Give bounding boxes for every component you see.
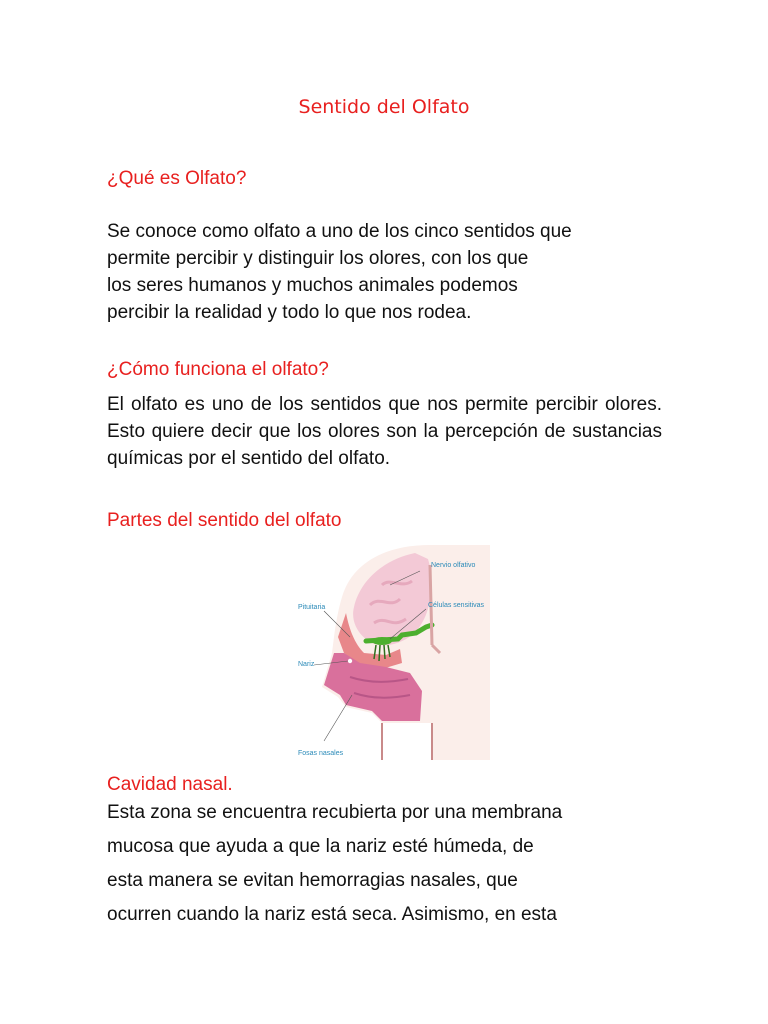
nose-marker <box>348 659 352 663</box>
olfactory-bulb <box>372 637 392 645</box>
paragraph-cavidad-nasal <box>107 796 662 932</box>
text-line: Se conoce como olfato a uno de los cinco sentidos que <box>107 221 572 242</box>
label-fosas-nasales: Fosas nasales <box>298 750 344 757</box>
heading-que-es-olfato: ¿Qué es Olfato? <box>107 168 247 189</box>
label-nariz: Nariz <box>298 661 315 668</box>
heading-como-funciona: ¿Cómo funciona el olfato? <box>107 359 329 380</box>
text-line: esta manera se evitan hemorragias nasales, que <box>107 870 518 891</box>
label-nervio-olfativo: Nervio olfativo <box>431 562 476 569</box>
paragraph-funcionamiento: El olfato es uno de los sentidos que nos permite percibir olores. Esto quiere decir que los olores son la percepción de sustancias químicas por el sentido del olfato. <box>107 394 662 469</box>
text-line: permite percibir y distinguir los olores, con los que <box>107 248 529 269</box>
text-line: percibir la realidad y todo lo que nos rodea. <box>107 302 472 323</box>
text-line: Esta zona se encuentra recubierta por una membrana <box>107 802 563 823</box>
text-line: mucosa que ayuda a que la nariz esté húmeda, de <box>107 836 534 857</box>
page-title: Sentido del Olfato <box>298 96 470 118</box>
heading-cavidad-nasal: Cavidad nasal. <box>107 774 233 795</box>
heading-partes: Partes del sentido del olfato <box>107 510 342 531</box>
text-line: ocurren cuando la nariz está seca. Asimismo, en esta <box>107 904 557 925</box>
label-celulas-sensitivas: Células sensitivas <box>428 602 485 609</box>
label-pituitaria: Pituitaria <box>298 604 326 611</box>
nose-anatomy-diagram <box>290 545 490 760</box>
text-line: los seres humanos y muchos animales podemos <box>107 275 518 296</box>
paragraph-definicion <box>107 218 662 326</box>
